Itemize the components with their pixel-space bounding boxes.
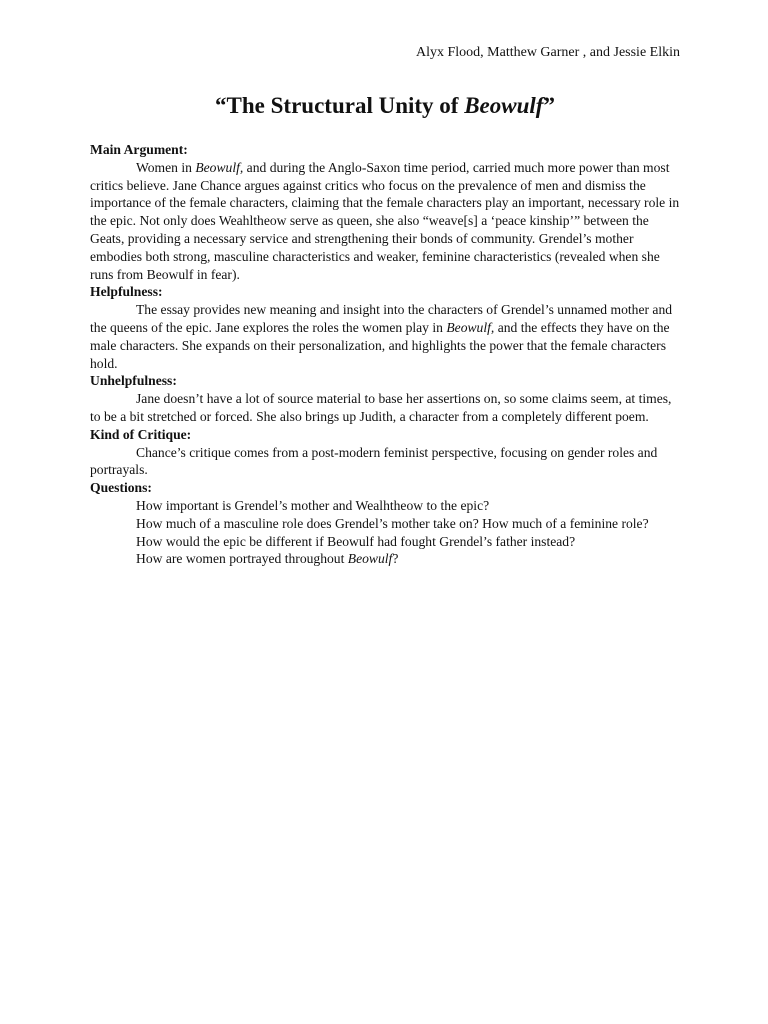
question-item: How much of a masculine role does Grendel’s mother take on? How much of a feminine role? <box>136 515 649 531</box>
helpfulness-text-a: The essay provides new meaning and insight into the characters of Grendel’s unnamed mother and the queens of the epic. Jane explores the roles the women play in <box>90 302 673 335</box>
document-title <box>90 93 680 119</box>
unhelpfulness-heading: Unhelpfulness: <box>90 373 177 389</box>
unhelpfulness-paragraph: Jane doesn’t have a lot of source material to base her assertions on, so some claims seem, at times, to be a bit stretched or forced. She also brings up Judith, a character from a completely different poem. <box>90 391 672 424</box>
question-text-a: How are women portrayed throughout <box>136 551 348 567</box>
question-text-italic: Beowulf <box>347 551 393 567</box>
main-argument-heading: Main Argument: <box>90 142 188 157</box>
title-text: “The Structural Unity of <box>215 93 465 118</box>
author-line: Alyx Flood, Matthew Garner , and Jessie Elkin <box>415 45 680 60</box>
helpfulness-text-c: and the effects they have on the male characters. She expands on their personalization, and highlights the power that the female characters hold. <box>90 319 670 371</box>
title-close-quote: ” <box>543 93 555 118</box>
question-item: How important is Grendel’s mother and Wealhtheow to the epic? <box>136 497 490 513</box>
document-body <box>90 141 680 568</box>
helpfulness-paragraph <box>90 301 680 372</box>
helpfulness-heading: Helpfulness: <box>90 284 163 300</box>
kind-of-critique-heading: Kind of Critique: <box>90 426 192 442</box>
main-argument-text-c: and during the Anglo-Saxon time period, carried much more power than most critics believe. Jane Chance argues against critics who focus on the prevalence of men and dismiss the importance of the female characters, claiming that the female characters play an important, necessary role in the epic. Not only does Weahltheow serve as queen, she also “weave[s] a ‘peace kinship’” between the Geats, providing a necessary service and strengthening their bonds of community. Grendel’s mother embodies both strong, masculine characteristics and weaker, feminine characteristics (revealed when she runs from Beowulf in fear). <box>90 159 680 282</box>
questions-heading: Questions: <box>90 480 152 496</box>
question-text-c: ? <box>392 551 399 567</box>
title-italic-text: Beowulf <box>464 93 544 118</box>
question-item <box>90 550 680 568</box>
kind-of-critique-paragraph: Chance’s critique comes from a post-modern feminist perspective, focusing on gender roles and portrayals. <box>90 444 658 478</box>
question-item: How would the epic be different if Beowulf had fought Grendel’s father instead? <box>136 533 576 549</box>
main-argument-paragraph <box>90 159 680 284</box>
helpfulness-text-italic: Beowulf, <box>446 319 495 335</box>
main-argument-text-italic: Beowulf, <box>195 159 244 175</box>
main-argument-text-a: Women in <box>136 159 196 175</box>
